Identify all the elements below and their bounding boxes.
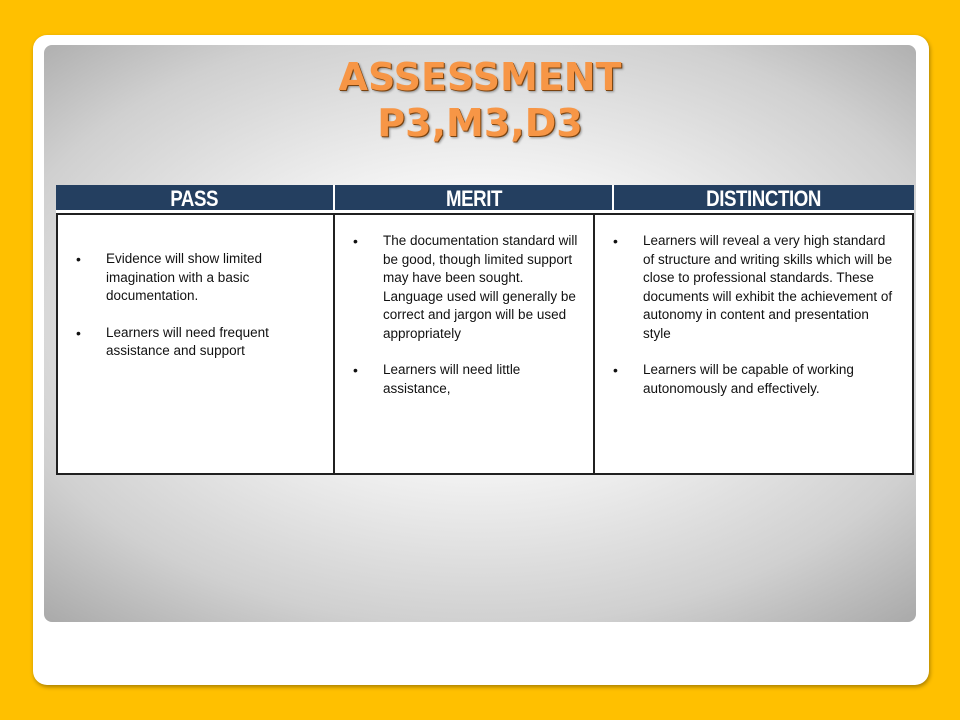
assessment-table xyxy=(56,185,914,475)
title-line-2: P3,M3,D3 xyxy=(377,101,583,145)
slide-title xyxy=(0,54,960,146)
merit-criterion: • The documentation standard will be good, though limited support may have been sought. Language used will generally be correct and jargon will be used appropriately xyxy=(353,233,578,341)
cell-distinction xyxy=(593,213,914,475)
header-distinction: DISTINCTION xyxy=(614,185,914,210)
cell-merit xyxy=(333,213,595,475)
distinction-criterion: • Learners will reveal a very high standard of structure and writing skills which will be close to professional standards. These documents will exhibit the achievement of autonomy in content and presentation style xyxy=(613,233,893,341)
header-pass: PASS xyxy=(56,185,333,210)
merit-criterion: • Learners will need little assistance, xyxy=(353,362,521,396)
header-merit: MERIT xyxy=(335,185,612,210)
title-line-1: ASSESSMENT xyxy=(338,55,622,99)
distinction-criterion: • Learners will be capable of working autonomously and effectively. xyxy=(613,362,854,396)
cell-pass xyxy=(56,213,335,475)
pass-criterion: • Evidence will show limited imagination with a basic documentation. xyxy=(76,251,263,303)
pass-criterion: • Learners will need frequent assistance and support xyxy=(76,324,269,358)
